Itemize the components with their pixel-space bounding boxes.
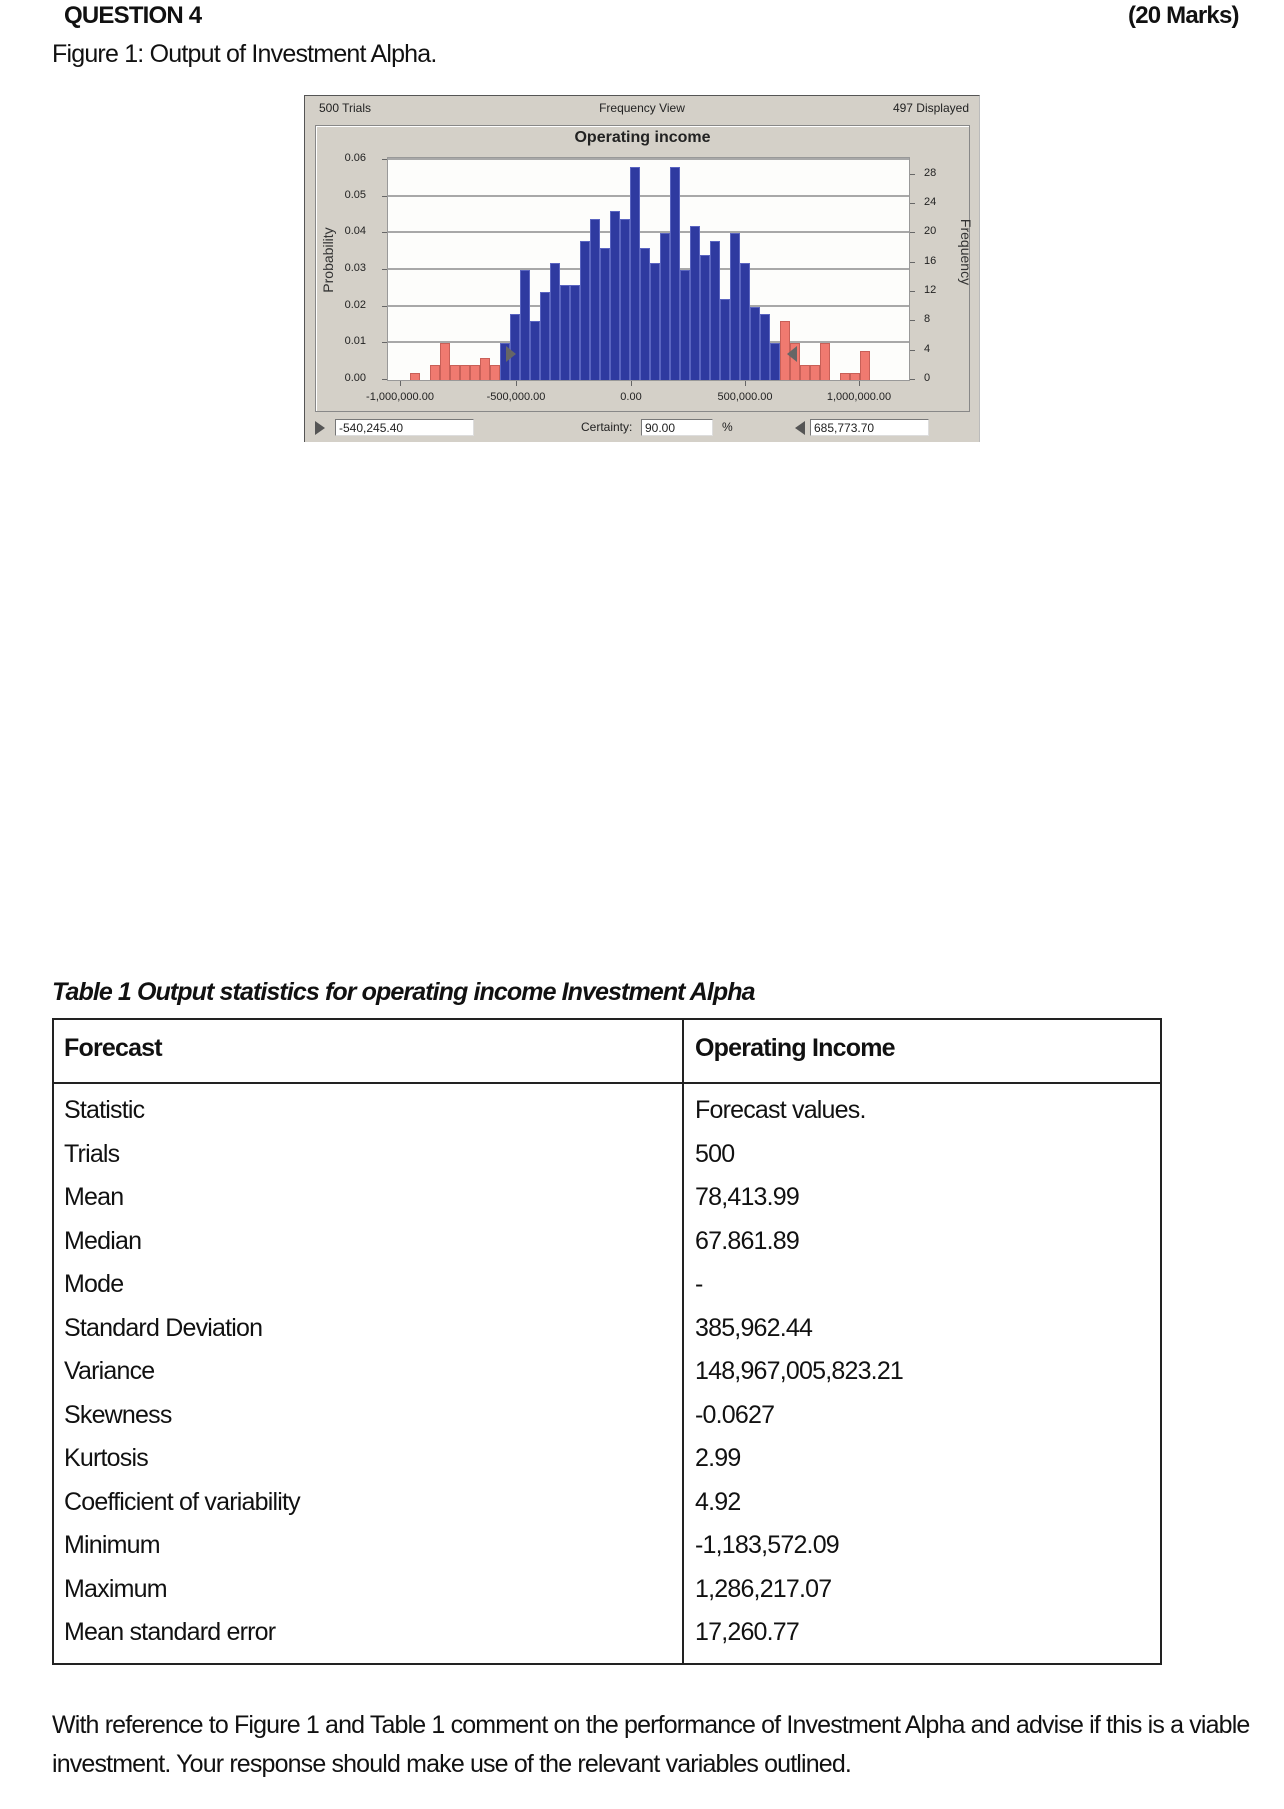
table-cell-statistic: Minimum — [64, 1531, 160, 1559]
histogram-bar — [660, 233, 670, 380]
table-cell-value: 17,260.77 — [695, 1618, 800, 1646]
table-cell-value: 148,967,005,823.21 — [695, 1357, 904, 1385]
right-value-input[interactable]: 685,773.70 — [810, 419, 929, 436]
histogram-bar — [460, 365, 470, 380]
table-cell-value: 4.92 — [695, 1487, 741, 1516]
table-cell-statistic: Mean standard error — [64, 1618, 276, 1646]
histogram-bar — [620, 219, 630, 380]
histogram-bar — [490, 365, 500, 380]
y2-tick-mark — [910, 320, 915, 321]
table-cell-statistic: Median — [64, 1226, 142, 1255]
table-cell-value: - — [695, 1270, 703, 1298]
right-arrow-icon — [795, 421, 805, 435]
left-certainty-grabber-icon[interactable] — [506, 346, 516, 362]
y2-tick-label: 4 — [924, 342, 931, 355]
histogram-bar — [590, 219, 600, 380]
histogram-bar — [410, 373, 420, 380]
histogram-bar — [530, 321, 540, 380]
y2-tick-mark — [910, 350, 915, 351]
table-cell-value: -1,183,572.09 — [695, 1531, 839, 1559]
histogram-bar — [820, 343, 830, 380]
right-certainty-grabber-icon[interactable] — [787, 346, 797, 362]
table-cell-statistic: Trials — [64, 1139, 120, 1168]
certainty-input[interactable]: 90.00 — [641, 419, 713, 436]
histogram-bar — [720, 299, 730, 380]
y2-tick-label: 16 — [924, 254, 937, 267]
histogram-bar — [700, 255, 710, 380]
histogram-plot-area — [387, 157, 910, 381]
percent-label: % — [722, 420, 733, 434]
question-heading: QUESTION 4 — [64, 2, 202, 29]
statistics-table — [52, 1018, 1162, 1665]
histogram-bar — [860, 351, 870, 380]
histogram-bar — [550, 263, 560, 380]
chart-title: Operating income — [574, 129, 711, 146]
y-tick-label: 0.03 — [344, 262, 366, 274]
gridline — [388, 195, 909, 197]
histogram-bar — [440, 343, 450, 380]
histogram-bar — [800, 365, 810, 380]
x-tick-mark — [400, 381, 401, 386]
table-header-operating-income: Operating Income — [695, 1034, 895, 1062]
histogram-bar — [570, 285, 580, 380]
x-tick-label: 0.00 — [620, 391, 642, 403]
y2-tick-label: 0 — [924, 372, 931, 384]
forecast-chart-window — [304, 95, 980, 442]
histogram-bar — [630, 167, 640, 380]
table-cell-statistic: Standard Deviation — [64, 1313, 263, 1342]
figure-caption: Figure 1: Output of Investment Alpha. — [52, 40, 437, 68]
histogram-bar — [740, 263, 750, 380]
table-cell-value: 67.861.89 — [695, 1226, 800, 1255]
histogram-bar — [560, 285, 570, 380]
y-axis-label: Probability — [320, 227, 336, 293]
x-tick-label: 1,000,000.00 — [826, 391, 892, 403]
histogram-bar — [760, 314, 770, 380]
histogram-bar — [470, 365, 480, 380]
view-label[interactable]: Frequency View — [599, 101, 685, 115]
x-tick-mark — [516, 381, 517, 386]
histogram-bar — [730, 233, 740, 380]
y2-axis-label: Frequency — [958, 218, 974, 286]
histogram-bar — [770, 343, 780, 380]
x-tick-label: -1,000,000.00 — [366, 391, 434, 403]
chart-panel — [315, 125, 974, 412]
y2-tick-label: 28 — [924, 166, 937, 179]
histogram-bar — [810, 365, 820, 380]
table-cell-statistic: Maximum — [64, 1574, 167, 1603]
table-cell-statistic: Variance — [64, 1357, 155, 1385]
x-tick-mark — [745, 381, 746, 386]
y2-tick-label: 24 — [924, 196, 937, 208]
table-cell-statistic: Statistic — [64, 1096, 145, 1124]
table-cell-value: 78,413.99 — [695, 1183, 800, 1211]
table-cell-value: 500 — [695, 1139, 735, 1168]
table-cell-value: 1,286,217.07 — [695, 1574, 832, 1603]
table-cell-value: 385,962.44 — [695, 1313, 813, 1342]
x-tick-label: -500,000.00 — [486, 391, 546, 403]
histogram-bar — [650, 263, 660, 380]
table-cell-value: 2.99 — [695, 1444, 741, 1472]
histogram-bar — [690, 226, 700, 380]
y2-tick-mark — [910, 291, 915, 292]
y-tick-label: 0.00 — [344, 372, 366, 384]
table-cell-statistic: Coefficient of variability — [64, 1487, 300, 1516]
column-divider — [682, 1020, 684, 1663]
y2-tick-mark — [910, 203, 915, 204]
y2-tick-label: 20 — [924, 225, 937, 238]
histogram-bar — [430, 365, 440, 380]
y-tick-label: 0.06 — [344, 152, 366, 164]
table-cell-statistic: Mean — [64, 1183, 124, 1211]
histogram-bar — [580, 241, 590, 380]
table-cell-statistic: Mode — [64, 1270, 124, 1298]
certainty-label: Certainty: — [581, 420, 633, 434]
gridline — [388, 231, 909, 233]
displayed-label: 497 Displayed — [892, 101, 969, 115]
histogram-bar — [610, 211, 620, 380]
histogram-bar — [640, 248, 650, 380]
y2-tick-mark — [910, 174, 915, 175]
table-cell-value: Forecast values. — [695, 1096, 866, 1124]
header-divider — [54, 1082, 1160, 1084]
histogram-bar — [450, 365, 460, 380]
x-tick-mark — [859, 381, 860, 386]
table-cell-statistic: Skewness — [64, 1400, 172, 1429]
table-cell-statistic: Kurtosis — [64, 1444, 148, 1472]
histogram-bar — [520, 270, 530, 380]
x-tick-label: 500,000.00 — [717, 391, 773, 403]
y-tick-label: 0.02 — [344, 298, 366, 311]
histogram-bar — [680, 270, 690, 380]
y2-tick-mark — [910, 262, 915, 263]
marks-label: (20 Marks) — [1128, 2, 1239, 29]
table-cell-value: -0.0627 — [695, 1400, 775, 1429]
y2-tick-label: 8 — [924, 313, 931, 326]
trials-label: 500 Trials — [319, 101, 372, 115]
histogram-bar — [480, 358, 490, 380]
histogram-bar — [540, 292, 550, 380]
left-value-input[interactable]: -540,245.40 — [335, 419, 474, 436]
x-tick-mark — [631, 381, 632, 386]
histogram-bar — [600, 248, 610, 380]
question-text: With reference to Figure 1 and Table 1 comment on the performance of Investment Alpha and advise if this is a viable investment. Your response should make use of the relevant variables outlined. — [52, 1711, 1250, 1778]
histogram-bar — [670, 167, 680, 380]
gridline — [388, 158, 909, 160]
y2-tick-label: 12 — [924, 284, 937, 296]
histogram-bar — [840, 373, 850, 380]
histogram-bar — [710, 241, 720, 380]
y-tick-label: 0.01 — [344, 335, 366, 348]
table-title: Table 1 Output statistics for operating income Investment Alpha — [52, 978, 755, 1006]
y2-tick-mark — [910, 232, 915, 233]
y-tick-label: 0.05 — [344, 188, 366, 201]
y2-tick-mark — [910, 379, 915, 380]
histogram-bar — [750, 307, 760, 380]
histogram-bar — [850, 373, 860, 380]
y-tick-label: 0.04 — [344, 225, 366, 238]
table-header-forecast: Forecast — [64, 1034, 162, 1062]
left-arrow-icon — [315, 421, 325, 435]
